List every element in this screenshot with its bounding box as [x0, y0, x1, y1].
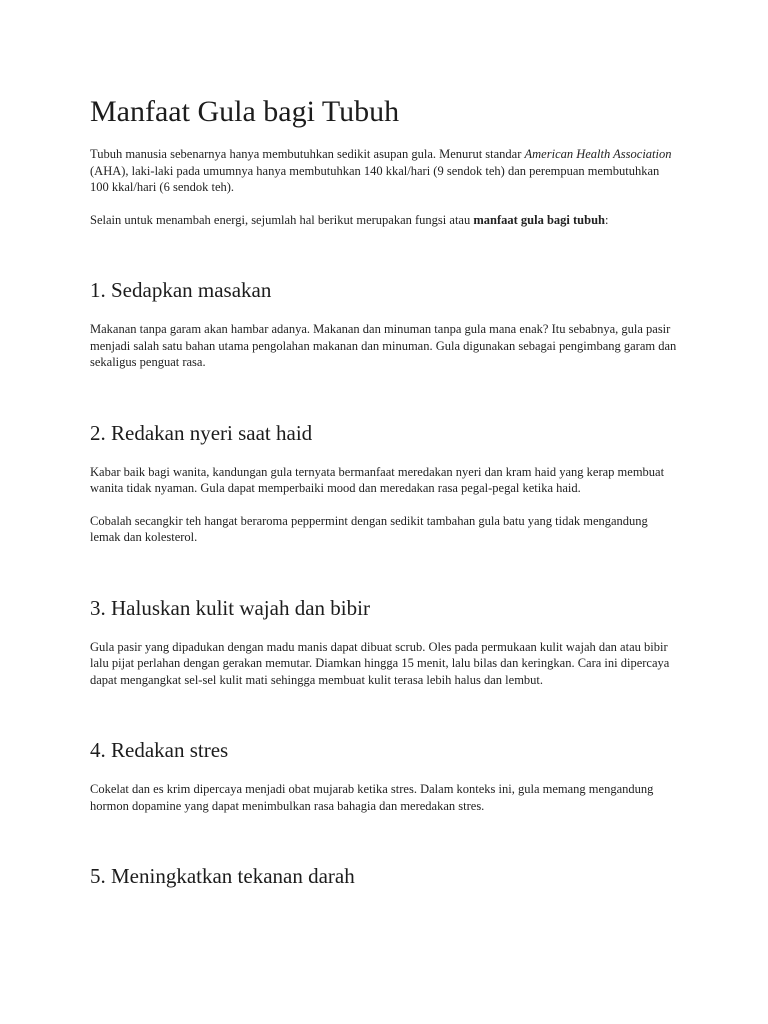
section-heading-redakan-nyeri-haid: 2. Redakan nyeri saat haid — [90, 420, 313, 445]
intro-paragraph-2 — [90, 212, 678, 229]
section-paragraph: Makanan tanpa garam akan hambar adanya. Makanan dan minuman tanpa gula mana enak? Itu sebabnya, gula pasir menjadi salah satu bahan utama pengolahan makanan dan minuman. Gula digunakan sebagai pengimbang garam dan sekaligus penguat rasa. — [90, 322, 677, 369]
section-paragraph: Gula pasir yang dipadukan dengan madu manis dapat dibuat scrub. Oles pada permukaan kulit wajah dan atau bibir lalu pijat perlahan dengan gerakan memutar. Diamkan hingga 15 menit, lalu bilas dan keringkan. Cara ini dipercaya dapat mengangkat sel-sel kulit mati sehingga membuat kulit terasa lebih halus dan lembut. — [90, 639, 670, 687]
section-heading-redakan-stres: 4. Redakan stres — [90, 738, 229, 762]
page-title: Manfaat Gula bagi Tubuh — [90, 95, 400, 128]
section-paragraph: Kabar baik bagi wanita, kandungan gula ternyata bermanfaat meredakan nyeri dan kram haid yang kerap membuat wanita tidak nyaman. Gula dapat memperbaiki mood dan meredakan rasa pegal-pegal ketika haid. — [90, 464, 665, 495]
section-heading-tekanan-darah: 5. Meningkatkan tekanan darah — [90, 864, 355, 888]
section-heading-haluskan-kulit: 3. Haluskan kulit wajah dan bibir — [90, 595, 370, 620]
intro-text-end: (AHA), laki-laki pada umumnya hanya membutuhkan 140 kkal/hari (9 sendok teh) dan perempuan membutuhkan 100 kkal/hari (6 sendok teh). — [90, 163, 660, 194]
section-heading-sedapkan-masakan: 1. Sedapkan masakan — [90, 278, 272, 302]
section-paragraph: Cokelat dan es krim dipercaya menjadi obat mujarab ketika stres. Dalam konteks ini, gula memang mengandung hormon dopamine yang dapat menimbulkan rasa bahagia dan meredakan stres. — [90, 782, 654, 813]
intro2-bold-keyword: manfaat gula bagi tubuh — [473, 212, 605, 227]
intro-paragraph — [90, 146, 678, 196]
intro-text-start: Tubuh manusia sebenarnya hanya membutuhkan sedikit asupan gula. Menurut standar — [90, 147, 525, 161]
intro2-text-start: Selain untuk menambah energi, sejumlah hal berikut merupakan fungsi atau — [90, 212, 474, 227]
section-paragraph: Cobalah secangkir teh hangat beraroma peppermint dengan sedikit tambahan gula batu yang tidak mengandung lemak dan kolesterol. — [90, 513, 648, 544]
intro-italic-organization: American Health Association — [524, 147, 672, 161]
intro2-text-end: : — [604, 212, 609, 227]
